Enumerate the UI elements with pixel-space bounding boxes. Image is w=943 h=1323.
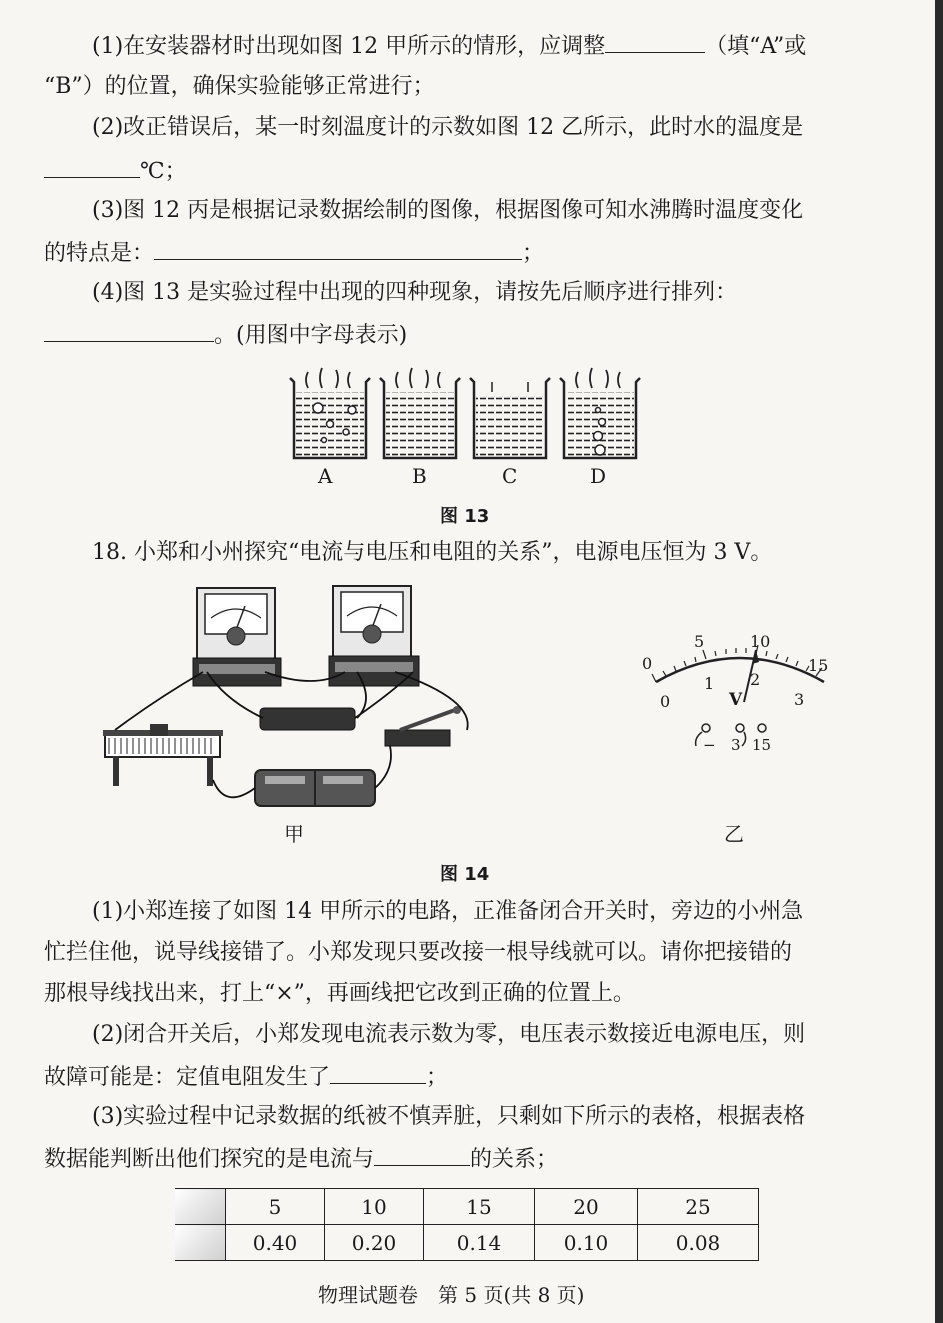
page-edge-shadow: [935, 0, 943, 1323]
beaker-label-c: C: [502, 464, 518, 488]
q18-part2: (2)闭合开关后，小郑发现电流表示数为零，电压表示数接近电源电压，则: [92, 1022, 806, 1047]
data-table: [175, 1188, 759, 1261]
answer-blank[interactable]: [330, 1061, 426, 1084]
dial-upper-tick-5: 5: [694, 632, 705, 651]
table-cell: 0.20: [325, 1225, 424, 1261]
answer-blank[interactable]: [154, 237, 522, 260]
figure-13-caption: 图 13: [440, 506, 490, 527]
figure-14-right-label: 乙: [724, 822, 744, 846]
dial-upper-tick-15: 15: [808, 656, 829, 675]
beaker-label-b: B: [412, 464, 427, 488]
terminal-15: [758, 724, 766, 732]
beaker-d: [560, 368, 640, 458]
terminal-label-3: 3: [731, 736, 741, 754]
q17-part3-cont: 的特点是： ；: [44, 237, 544, 269]
dial-lower-tick-1: 1: [704, 674, 715, 693]
q18-part2-cont: 故障可能是：定值电阻发生了 ；: [44, 1061, 448, 1093]
figure-14-caption: 图 14: [440, 864, 490, 885]
table-cell: 5: [226, 1189, 325, 1225]
beaker-b: [380, 368, 460, 458]
figure-14-circuit: [95, 580, 495, 810]
q18-part3: (3)实验过程中记录数据的纸被不慎弄脏，只剩如下所示的表格，根据表格: [92, 1104, 806, 1129]
answer-blank[interactable]: [605, 30, 705, 53]
table-row: [175, 1189, 759, 1225]
beaker-c: [470, 378, 550, 458]
q18-part1: (1)小郑连接了如图 14 甲所示的电路，正准备闭合开关时，旁边的小州急: [92, 899, 804, 924]
q17-part2: (2)改正错误后，某一时刻温度计的示数如图 12 乙所示，此时水的温度是: [92, 115, 804, 140]
terminal-neg: [702, 724, 710, 732]
q17-part1-cont: “B”）的位置，确保实验能够正常进行；: [44, 74, 435, 99]
q18-part1-cont: 忙拦住他，说导线接错了。小郑发现只要改接一根导线就可以。请你把接错的: [44, 940, 793, 965]
ammeter-device: [329, 586, 419, 686]
table-torn-cell: [175, 1189, 226, 1225]
switch: [385, 706, 461, 746]
q18-part3-cont: 数据能判断出他们探究的是电流与 的关系；: [44, 1143, 558, 1175]
table-row: [175, 1225, 759, 1261]
battery-pack: [255, 770, 375, 806]
table-cell: 0.14: [424, 1225, 535, 1261]
terminal-3: [736, 724, 744, 732]
q17-part4: (4)图 13 是实验过程中出现的四种现象，请按先后顺序进行排列：: [92, 280, 738, 305]
beaker-a: [290, 368, 370, 458]
dial-lower-tick-3: 3: [794, 690, 805, 709]
dial-unit: V: [729, 690, 743, 710]
dial-upper-tick-10: 10: [750, 632, 771, 651]
q17-part1: (1)在安装器材时出现如图 12 甲所示的情形，应调整 （填“A”或: [92, 30, 806, 62]
q18-stem: 18. 小郑和小州探究“电流与电压和电阻的关系”，电源电压恒为 3 V。: [92, 540, 773, 565]
terminal-label-15: 15: [752, 736, 772, 754]
table-cell: 10: [325, 1189, 424, 1225]
table-cell: 20: [535, 1189, 638, 1225]
table-cell: 0.40: [226, 1225, 325, 1261]
q17-part2-cont: ℃；: [44, 155, 187, 187]
dial-upper-tick-0: 0: [642, 654, 653, 673]
terminal-label-neg: −: [703, 736, 716, 754]
page-footer: 物理试题卷 第 5 页(共 8 页): [318, 1283, 585, 1307]
rheostat: [103, 724, 223, 786]
fixed-resistor: [260, 708, 355, 730]
dial-lower-tick-2: 2: [750, 670, 761, 689]
answer-blank[interactable]: [374, 1143, 470, 1166]
figure-13-beakers: [280, 360, 660, 470]
voltmeter-device: [193, 588, 281, 686]
beaker-label-a: A: [318, 464, 333, 488]
beaker-label-d: D: [590, 464, 607, 488]
table-cell: 0.08: [638, 1225, 759, 1261]
q18-part1-cont2: 那根导线找出来，打上“×”，再画线把它改到正确的位置上。: [44, 981, 635, 1006]
table-cell: 15: [424, 1189, 535, 1225]
table-cell: 25: [638, 1189, 759, 1225]
answer-blank[interactable]: [44, 319, 214, 342]
table-torn-cell: [175, 1225, 226, 1261]
answer-blank[interactable]: [44, 155, 140, 178]
q17-part3: (3)图 12 丙是根据记录数据绘制的图像，根据图像可知水沸腾时温度变化: [92, 198, 804, 223]
table-cell: 0.10: [535, 1225, 638, 1261]
figure-14-left-label: 甲: [284, 822, 304, 846]
dial-lower-tick-0: 0: [660, 692, 671, 711]
q17-part4-cont: 。(用图中字母表示): [44, 319, 407, 351]
